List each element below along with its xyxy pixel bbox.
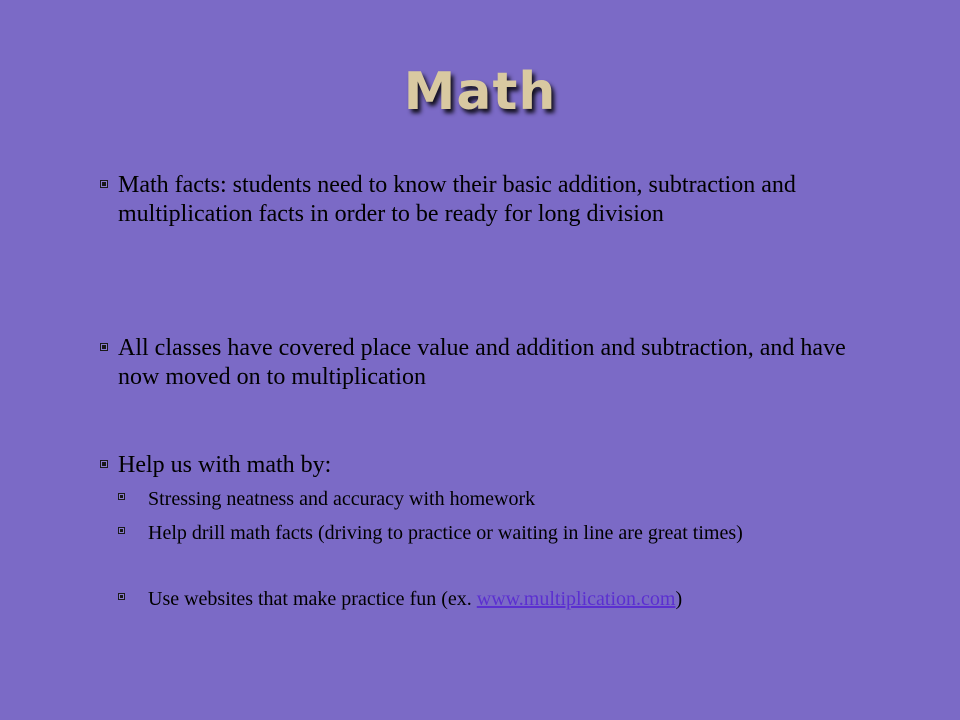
bullet-text: Help us with math by:	[118, 452, 332, 478]
square-bullet-icon	[100, 343, 108, 351]
sub-bullet-text-after: )	[675, 588, 683, 610]
sub-bullet-item	[118, 521, 878, 546]
sub-bullet-text: Stressing neatness and accuracy with homework	[148, 488, 536, 510]
sub-bullet-item	[118, 587, 878, 612]
bullet-item	[100, 451, 880, 480]
square-bullet-icon	[100, 180, 108, 188]
square-bullet-icon	[118, 527, 125, 534]
slide-title: Math	[403, 62, 557, 122]
sub-bullet-text: Help drill math facts (driving to practice or waiting in line are great times)	[148, 522, 743, 544]
square-bullet-icon	[100, 460, 108, 468]
bullet-text: All classes have covered place value and addition and subtraction, and have now moved on to multiplication	[118, 335, 846, 390]
square-bullet-icon	[118, 593, 125, 600]
bullet-item	[100, 334, 880, 392]
sub-bullet-text-before: Use websites that make practice fun (ex.	[148, 588, 477, 610]
multiplication-website-link[interactable]: www.multiplication.com	[476, 588, 676, 610]
sub-bullet-item	[118, 487, 878, 512]
square-bullet-icon	[118, 493, 125, 500]
bullet-text: Math facts: students need to know their basic addition, subtraction and multiplication facts in order to be ready for long division	[118, 172, 796, 227]
bullet-item	[100, 171, 880, 229]
sub-bullet-text	[148, 587, 878, 612]
